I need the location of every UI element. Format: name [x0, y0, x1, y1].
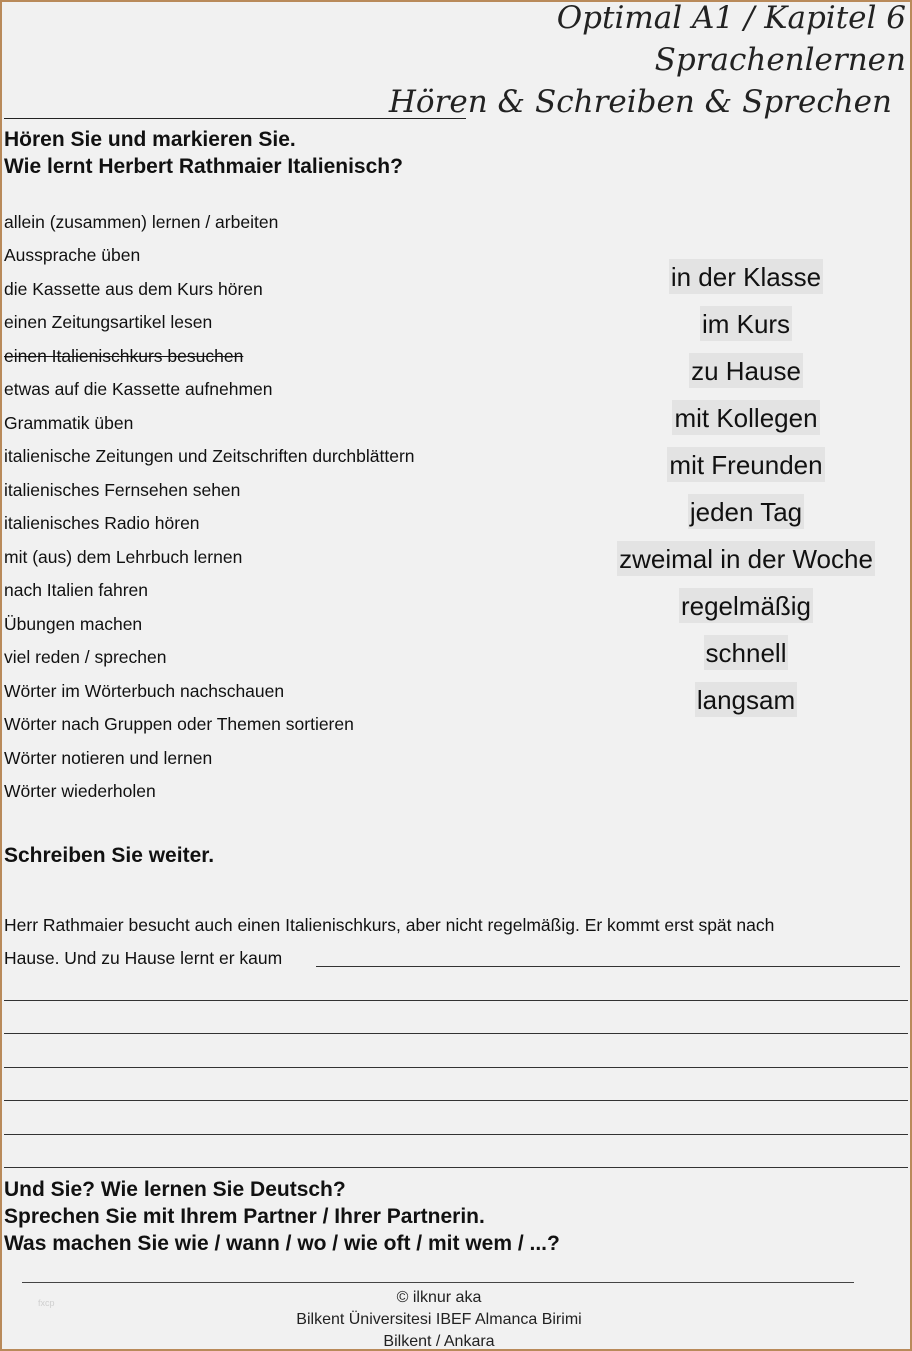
footer-institution: Bilkent Üniversitesi IBEF Almanca Birimi: [296, 1311, 582, 1328]
watermark: fxcp: [38, 1298, 55, 1308]
activity-item: die Kassette aus dem Kurs hören: [4, 279, 263, 299]
writing-blank[interactable]: [316, 966, 900, 967]
writing-line[interactable]: [4, 1134, 908, 1135]
task3-line1: Und Sie? Wie lernen Sie Deutsch?: [4, 1178, 346, 1201]
activity-item: einen Zeitungsartikel lesen: [4, 312, 213, 332]
task2-title: Schreiben Sie weiter.: [4, 844, 215, 867]
header-rule: [4, 118, 466, 119]
option-item: schnell: [614, 637, 878, 669]
activity-item: Wörter notieren und lernen: [4, 748, 213, 768]
header-topic: Sprachenlernen: [654, 42, 906, 78]
activity-item: Wörter im Wörterbuch nachschauen: [4, 681, 285, 701]
activity-item: Wörter nach Gruppen oder Themen sortieren: [4, 714, 354, 734]
activity-item: nach Italien fahren: [4, 580, 148, 600]
activity-item-struck: einen Italienischkurs besuchen: [4, 346, 244, 366]
task3-line2: Sprechen Sie mit Ihrem Partner / Ihrer Partnerin.: [4, 1205, 485, 1228]
option-item: zu Hause: [614, 355, 878, 387]
footer-rule: [22, 1282, 854, 1283]
option-item: mit Kollegen: [614, 402, 878, 434]
activity-item: Übungen machen: [4, 614, 143, 634]
task3-instructions: [4, 1176, 560, 1257]
activity-item: italienisches Fernsehen sehen: [4, 480, 241, 500]
task2-text-line2: Hause. Und zu Hause lernt er kaum: [4, 948, 283, 968]
activity-item: mit (aus) dem Lehrbuch lernen: [4, 547, 243, 567]
header-course-title: Optimal A1 / Kapitel 6: [556, 0, 906, 36]
footer-city: Bilkent / Ankara: [383, 1333, 495, 1350]
option-item: in der Klasse: [614, 261, 878, 293]
activity-item: italienische Zeitungen und Zeitschriften durchblättern: [4, 446, 415, 466]
writing-line[interactable]: [4, 1000, 908, 1001]
option-item: jeden Tag: [614, 496, 878, 528]
option-item: mit Freunden: [614, 449, 878, 481]
footer-author: © ilknur aka: [396, 1289, 482, 1306]
activity-item: Aussprache üben: [4, 245, 141, 265]
task1-question: Wie lernt Herbert Rathmaier Italienisch?: [4, 155, 403, 178]
header-skills: Hören & Schreiben & Sprechen: [388, 84, 892, 120]
activity-item: allein (zusammen) lernen / arbeiten: [4, 212, 279, 232]
activity-item: Wörter wiederholen: [4, 781, 156, 801]
activity-item: etwas auf die Kassette aufnehmen: [4, 379, 273, 399]
activity-item: viel reden / sprechen: [4, 647, 167, 667]
activity-item: Grammatik üben: [4, 413, 134, 433]
writing-line[interactable]: [4, 1067, 908, 1068]
task3-line3: Was machen Sie wie / wann / wo / wie oft / mit wem / ...?: [4, 1232, 560, 1255]
task1-title: Hören Sie und markieren Sie.: [4, 128, 296, 151]
option-item: regelmäßig: [614, 590, 878, 622]
option-item: zweimal in der Woche: [614, 543, 878, 575]
task1-instructions: [4, 126, 403, 180]
writing-line[interactable]: [4, 1033, 908, 1034]
task2-text-line1: Herr Rathmaier besucht auch einen Italienischkurs, aber nicht regelmäßig. Er kommt erst spät nach: [4, 915, 775, 935]
option-item: im Kurs: [614, 308, 878, 340]
activity-item: italienisches Radio hören: [4, 513, 200, 533]
writing-line[interactable]: [4, 1167, 908, 1168]
option-item: langsam: [614, 684, 878, 716]
writing-line[interactable]: [4, 1100, 908, 1101]
